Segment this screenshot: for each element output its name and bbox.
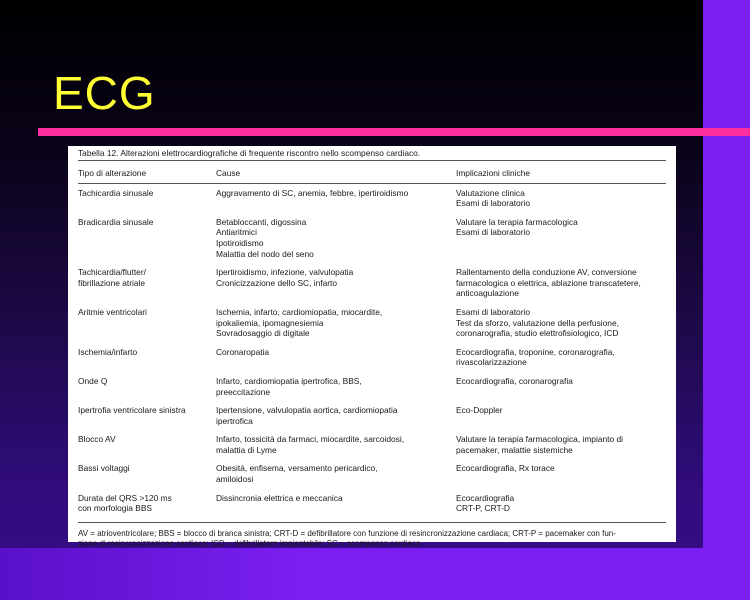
cell-text-line: con morfologia BBS bbox=[78, 503, 153, 514]
table-row bbox=[78, 459, 666, 488]
cell-text-line: Esami di laboratorio bbox=[456, 306, 531, 317]
header-causes: Cause bbox=[216, 161, 456, 183]
cell-text-line: malattia di Lyme bbox=[216, 444, 277, 455]
cell-text-line: Valutare la terapia farmacologica, impianto di bbox=[456, 434, 623, 445]
causes-cell bbox=[216, 343, 456, 372]
header-type: Tipo di alterazione bbox=[78, 161, 216, 183]
implications-cell bbox=[456, 183, 666, 213]
footnote-line: zione di resincronizzazione cardiaca; ICD = defibrillatore impiantabile; SC = scompenso cardiaco. bbox=[78, 538, 423, 548]
cell-text-line: Aritmie ventricolari bbox=[78, 306, 147, 317]
cell-text-line: Ipertiroidismo, infezione, valvulopatia bbox=[216, 267, 354, 278]
footnote-line: AV = atrioventricolare; BBS = blocco di branca sinistra; CRT-D = defibrillatore con funzione di resincronizzazione cardiaca; CRT-P = pacemaker con fun- bbox=[78, 528, 616, 538]
table-row bbox=[78, 263, 666, 303]
cell-text-line: Infarto, cardiomiopatia ipertrofica, BBS, bbox=[216, 375, 362, 386]
cell-text-line: Ecocardiografia, Rx torace bbox=[456, 463, 555, 474]
table-footnote bbox=[78, 529, 666, 549]
implications-cell bbox=[456, 401, 666, 430]
causes-cell bbox=[216, 303, 456, 343]
title-accent-bar bbox=[38, 128, 750, 136]
cell-text-line: ipertrofica bbox=[216, 415, 253, 426]
type-cell bbox=[78, 459, 216, 488]
cell-text-line: ipokaliemia, ipomagnesiemia bbox=[216, 317, 324, 328]
type-cell bbox=[78, 430, 216, 459]
causes-cell bbox=[216, 372, 456, 401]
cell-text-line: coronarografia, studio elettrofisiologico, ICD bbox=[456, 328, 619, 339]
cell-text-line: Esami di laboratorio bbox=[456, 227, 531, 238]
causes-cell bbox=[216, 213, 456, 263]
type-cell bbox=[78, 489, 216, 523]
table-row bbox=[78, 430, 666, 459]
table-body bbox=[78, 183, 666, 522]
causes-cell bbox=[216, 430, 456, 459]
bottom-decor-band bbox=[0, 548, 750, 600]
type-cell bbox=[78, 401, 216, 430]
cell-text-line: Ipertrofia ventricolare sinistra bbox=[78, 405, 186, 416]
type-cell bbox=[78, 343, 216, 372]
cell-text-line: Ischemia, infarto, cardiomiopatia, miocardite, bbox=[216, 306, 383, 317]
cell-text-line: Infarto, tossicità da farmaci, miocardite, sarcoidosi, bbox=[216, 434, 405, 445]
table-header-row bbox=[78, 161, 666, 183]
cell-text-line: amiloidosi bbox=[216, 474, 254, 485]
cell-text-line: pacemaker, malattie sistemiche bbox=[456, 444, 573, 455]
table-row bbox=[78, 343, 666, 372]
type-cell bbox=[78, 213, 216, 263]
cell-text-line: Bradicardia sinusale bbox=[78, 216, 154, 227]
implications-cell bbox=[456, 213, 666, 263]
cell-text-line: Cronicizzazione dello SC, infarto bbox=[216, 277, 338, 288]
cell-text-line: Ipertensione, valvulopatia aortica, cardiomiopatia bbox=[216, 405, 398, 416]
cell-text-line: Test da sforzo, valutazione della perfusione, bbox=[456, 317, 619, 328]
cell-text-line: Ipotiroidismo bbox=[216, 237, 264, 248]
cell-text-line: Eco-Doppler bbox=[456, 405, 503, 416]
causes-cell bbox=[216, 401, 456, 430]
implications-cell bbox=[456, 459, 666, 488]
type-cell bbox=[78, 263, 216, 303]
cell-text-line: Antiaritmici bbox=[216, 227, 257, 238]
cell-text-line: Ecocardiografia, coronarografia bbox=[456, 375, 573, 386]
table-row bbox=[78, 372, 666, 401]
cell-text-line: Ischemia/infarto bbox=[78, 346, 138, 357]
causes-cell bbox=[216, 183, 456, 213]
slide-title: ECG bbox=[53, 67, 156, 119]
cell-text-line: Onde Q bbox=[78, 375, 108, 386]
cell-text-line: rivascolarizzazione bbox=[456, 357, 527, 368]
cell-text-line: Valutazione clinica bbox=[456, 187, 525, 198]
cell-text-line: CRT-P, CRT-D bbox=[456, 503, 510, 514]
implications-cell bbox=[456, 489, 666, 523]
cell-text-line: Sovradosaggio di digitale bbox=[216, 328, 310, 339]
cell-text-line: Ecocardiografia bbox=[456, 492, 515, 503]
cell-text-line: fibrillazione atriale bbox=[78, 277, 146, 288]
causes-cell bbox=[216, 489, 456, 523]
cell-text-line: Esami di laboratorio bbox=[456, 198, 531, 209]
cell-text-line: Tachicardia sinusale bbox=[78, 187, 154, 198]
table-row bbox=[78, 401, 666, 430]
cell-text-line: preeccitazione bbox=[216, 386, 271, 397]
table-row bbox=[78, 183, 666, 213]
cell-text-line: Tachicardia/flutter/ bbox=[78, 267, 146, 278]
cell-text-line: Dissincronia elettrica e meccanica bbox=[216, 492, 343, 503]
causes-cell bbox=[216, 459, 456, 488]
cell-text-line: anticoagulazione bbox=[456, 288, 519, 299]
cell-text-line: Durata del QRS >120 ms bbox=[78, 492, 172, 503]
cell-text-line: Coronaropatia bbox=[216, 346, 270, 357]
header-implications: Implicazioni cliniche bbox=[456, 161, 666, 183]
cell-text-line: Rallentamento della conduzione AV, conversione bbox=[456, 267, 637, 278]
type-cell bbox=[78, 372, 216, 401]
implications-cell bbox=[456, 430, 666, 459]
cell-text-line: Betabloccanti, digossina bbox=[216, 216, 307, 227]
table-figure bbox=[68, 146, 676, 548]
causes-cell bbox=[216, 263, 456, 303]
right-decor-band bbox=[703, 0, 750, 600]
cell-text-line: Aggravamento di SC, anemia, febbre, ipertiroidismo bbox=[216, 187, 409, 198]
implications-cell bbox=[456, 343, 666, 372]
cell-text-line: Valutare la terapia farmacologica bbox=[456, 216, 578, 227]
implications-cell bbox=[456, 263, 666, 303]
cell-text-line: Bassi voltaggi bbox=[78, 463, 130, 474]
table-row bbox=[78, 489, 666, 523]
type-cell bbox=[78, 183, 216, 213]
implications-cell bbox=[456, 303, 666, 343]
cell-text-line: Malattia del nodo del seno bbox=[216, 248, 314, 259]
cell-text-line: Blocco AV bbox=[78, 434, 116, 445]
ecg-alterations-table bbox=[78, 161, 666, 523]
table-caption: Tabella 12. Alterazioni elettrocardiografiche di frequente riscontro nello scompenso cardiaco. bbox=[78, 148, 666, 161]
table-row bbox=[78, 303, 666, 343]
cell-text-line: farmacologica o elettrica, ablazione transcatetere, bbox=[456, 277, 641, 288]
table-row bbox=[78, 213, 666, 263]
type-cell bbox=[78, 303, 216, 343]
cell-text-line: Obesità, enfisema, versamento pericardico, bbox=[216, 463, 378, 474]
implications-cell bbox=[456, 372, 666, 401]
cell-text-line: Ecocardiografia, troponine, coronarografia, bbox=[456, 346, 615, 357]
